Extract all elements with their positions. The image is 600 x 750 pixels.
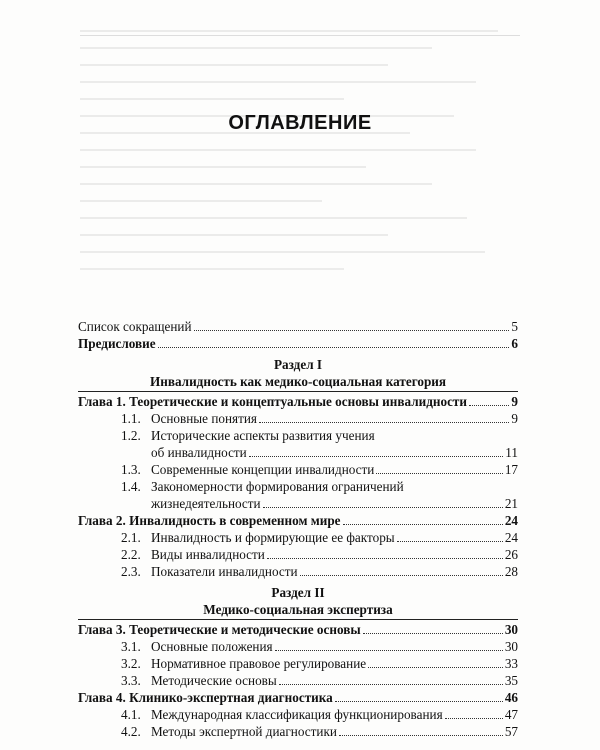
toc-item[interactable] <box>78 478 518 495</box>
toc-item-page: 57 <box>504 724 518 739</box>
toc-item-page: 28 <box>504 564 518 579</box>
table-of-contents <box>78 318 518 740</box>
toc-preface[interactable] <box>78 335 518 352</box>
item-number: 2.3. <box>121 564 141 579</box>
toc-item-continued[interactable] <box>78 444 518 461</box>
section-subheading: Инвалидность как медико-социальная категория <box>149 374 447 389</box>
toc-chapter-page: 9 <box>511 394 518 409</box>
toc-chapter-label: Глава 4. Клинико-экспертная диагностика <box>78 690 333 705</box>
item-number: 1.2. <box>121 428 141 443</box>
toc-item-label-cont: об инвалидности <box>151 445 247 460</box>
toc-item[interactable] <box>78 546 518 563</box>
page-title: ОГЛАВЛЕНИЕ <box>228 112 372 134</box>
item-number: 1.4. <box>121 479 141 494</box>
toc-chapter-page: 46 <box>504 690 518 705</box>
item-number: 3.3. <box>121 673 141 688</box>
leader-dots <box>279 684 503 685</box>
toc-chapter-page: 30 <box>504 622 518 637</box>
toc-item-label: Основные положения <box>151 639 273 654</box>
toc-chapter-page: 24 <box>504 513 518 528</box>
toc-item[interactable] <box>78 672 518 689</box>
toc-item-label: Инвалидность и формирующие ее факторы <box>151 530 395 545</box>
top-rule <box>80 35 520 36</box>
toc-chapter[interactable] <box>78 393 518 410</box>
item-number: 2.2. <box>121 547 141 562</box>
item-number: 3.1. <box>121 639 141 654</box>
leader-dots <box>343 524 503 525</box>
toc-item-page: 24 <box>504 530 518 545</box>
leader-dots <box>469 405 509 406</box>
show-through-text <box>80 30 520 310</box>
toc-item[interactable] <box>78 638 518 655</box>
leader-dots <box>376 473 502 474</box>
toc-item[interactable] <box>78 563 518 580</box>
toc-item-page: 21 <box>504 496 518 511</box>
toc-item-label: Показатели инвалидности <box>151 564 298 579</box>
toc-item-page: 47 <box>504 707 518 722</box>
section-subheading: Медико-социальная экспертиза <box>203 602 393 617</box>
toc-item-page: 30 <box>504 639 518 654</box>
toc-item-page: 35 <box>504 673 518 688</box>
toc-chapter-label: Глава 1. Теоретические и концептуальные основы инвалидности <box>78 394 468 409</box>
toc-chapter-label: Глава 2. Инвалидность в современном мире <box>78 513 341 528</box>
leader-dots <box>249 456 504 457</box>
toc-item-label: Международная классификация функционирования <box>151 707 443 722</box>
toc-item[interactable] <box>78 410 518 427</box>
toc-item[interactable] <box>78 706 518 723</box>
item-number: 1.3. <box>121 462 141 477</box>
leader-dots <box>300 575 503 576</box>
toc-chapter-label: Глава 3. Теоретические и методические основы <box>78 622 361 637</box>
section-rule <box>78 391 518 392</box>
toc-chapter[interactable] <box>78 512 518 529</box>
leader-dots <box>194 330 510 331</box>
toc-item-label: Современные концепции инвалидности <box>151 462 375 477</box>
section-heading: Раздел II <box>271 585 325 600</box>
toc-item-page: 9 <box>511 411 518 426</box>
toc-item[interactable] <box>78 461 518 478</box>
toc-item-label-cont: жизнедеятельности <box>151 496 261 511</box>
item-number: 3.2. <box>121 656 141 671</box>
leader-dots <box>368 667 503 668</box>
item-number: 4.2. <box>121 724 141 739</box>
section-rule <box>78 619 518 620</box>
toc-chapter[interactable] <box>78 689 518 706</box>
toc-item-continued[interactable] <box>78 495 518 512</box>
toc-abbreviations-page: 5 <box>511 319 518 334</box>
toc-item-label: Исторические аспекты развития учения <box>151 428 375 443</box>
toc-item[interactable] <box>78 427 518 444</box>
toc-abbreviations-label: Список сокращений <box>78 319 192 334</box>
toc-item-page: 33 <box>504 656 518 671</box>
toc-preface-label: Предисловие <box>78 336 156 351</box>
toc-abbreviations[interactable] <box>78 318 518 335</box>
leader-dots <box>445 718 503 719</box>
leader-dots <box>397 541 503 542</box>
toc-item-label: Виды инвалидности <box>151 547 265 562</box>
toc-item-label: Основные понятия <box>151 411 257 426</box>
toc-item-label: Методы экспертной диагностики <box>151 724 337 739</box>
toc-item-label: Методические основы <box>151 673 277 688</box>
toc-preface-page: 6 <box>511 336 518 351</box>
toc-item[interactable] <box>78 655 518 672</box>
item-number: 1.1. <box>121 411 141 426</box>
section-heading: Раздел I <box>273 357 323 372</box>
leader-dots <box>158 347 510 348</box>
toc-item[interactable] <box>78 723 518 740</box>
toc-item-page: 17 <box>504 462 518 477</box>
toc-item[interactable] <box>78 529 518 546</box>
toc-item-page: 26 <box>504 547 518 562</box>
toc-chapter[interactable] <box>78 621 518 638</box>
leader-dots <box>263 507 503 508</box>
toc-item-label: Закономерности формирования ограничений <box>151 479 404 494</box>
leader-dots <box>335 701 503 702</box>
toc-item-label: Нормативное правовое регулирование <box>151 656 367 671</box>
leader-dots <box>339 735 503 736</box>
item-number: 2.1. <box>121 530 141 545</box>
leader-dots <box>267 558 503 559</box>
leader-dots <box>275 650 503 651</box>
leader-dots <box>363 633 503 634</box>
toc-item-page: 11 <box>505 445 518 460</box>
item-number: 4.1. <box>121 707 141 722</box>
leader-dots <box>259 422 509 423</box>
